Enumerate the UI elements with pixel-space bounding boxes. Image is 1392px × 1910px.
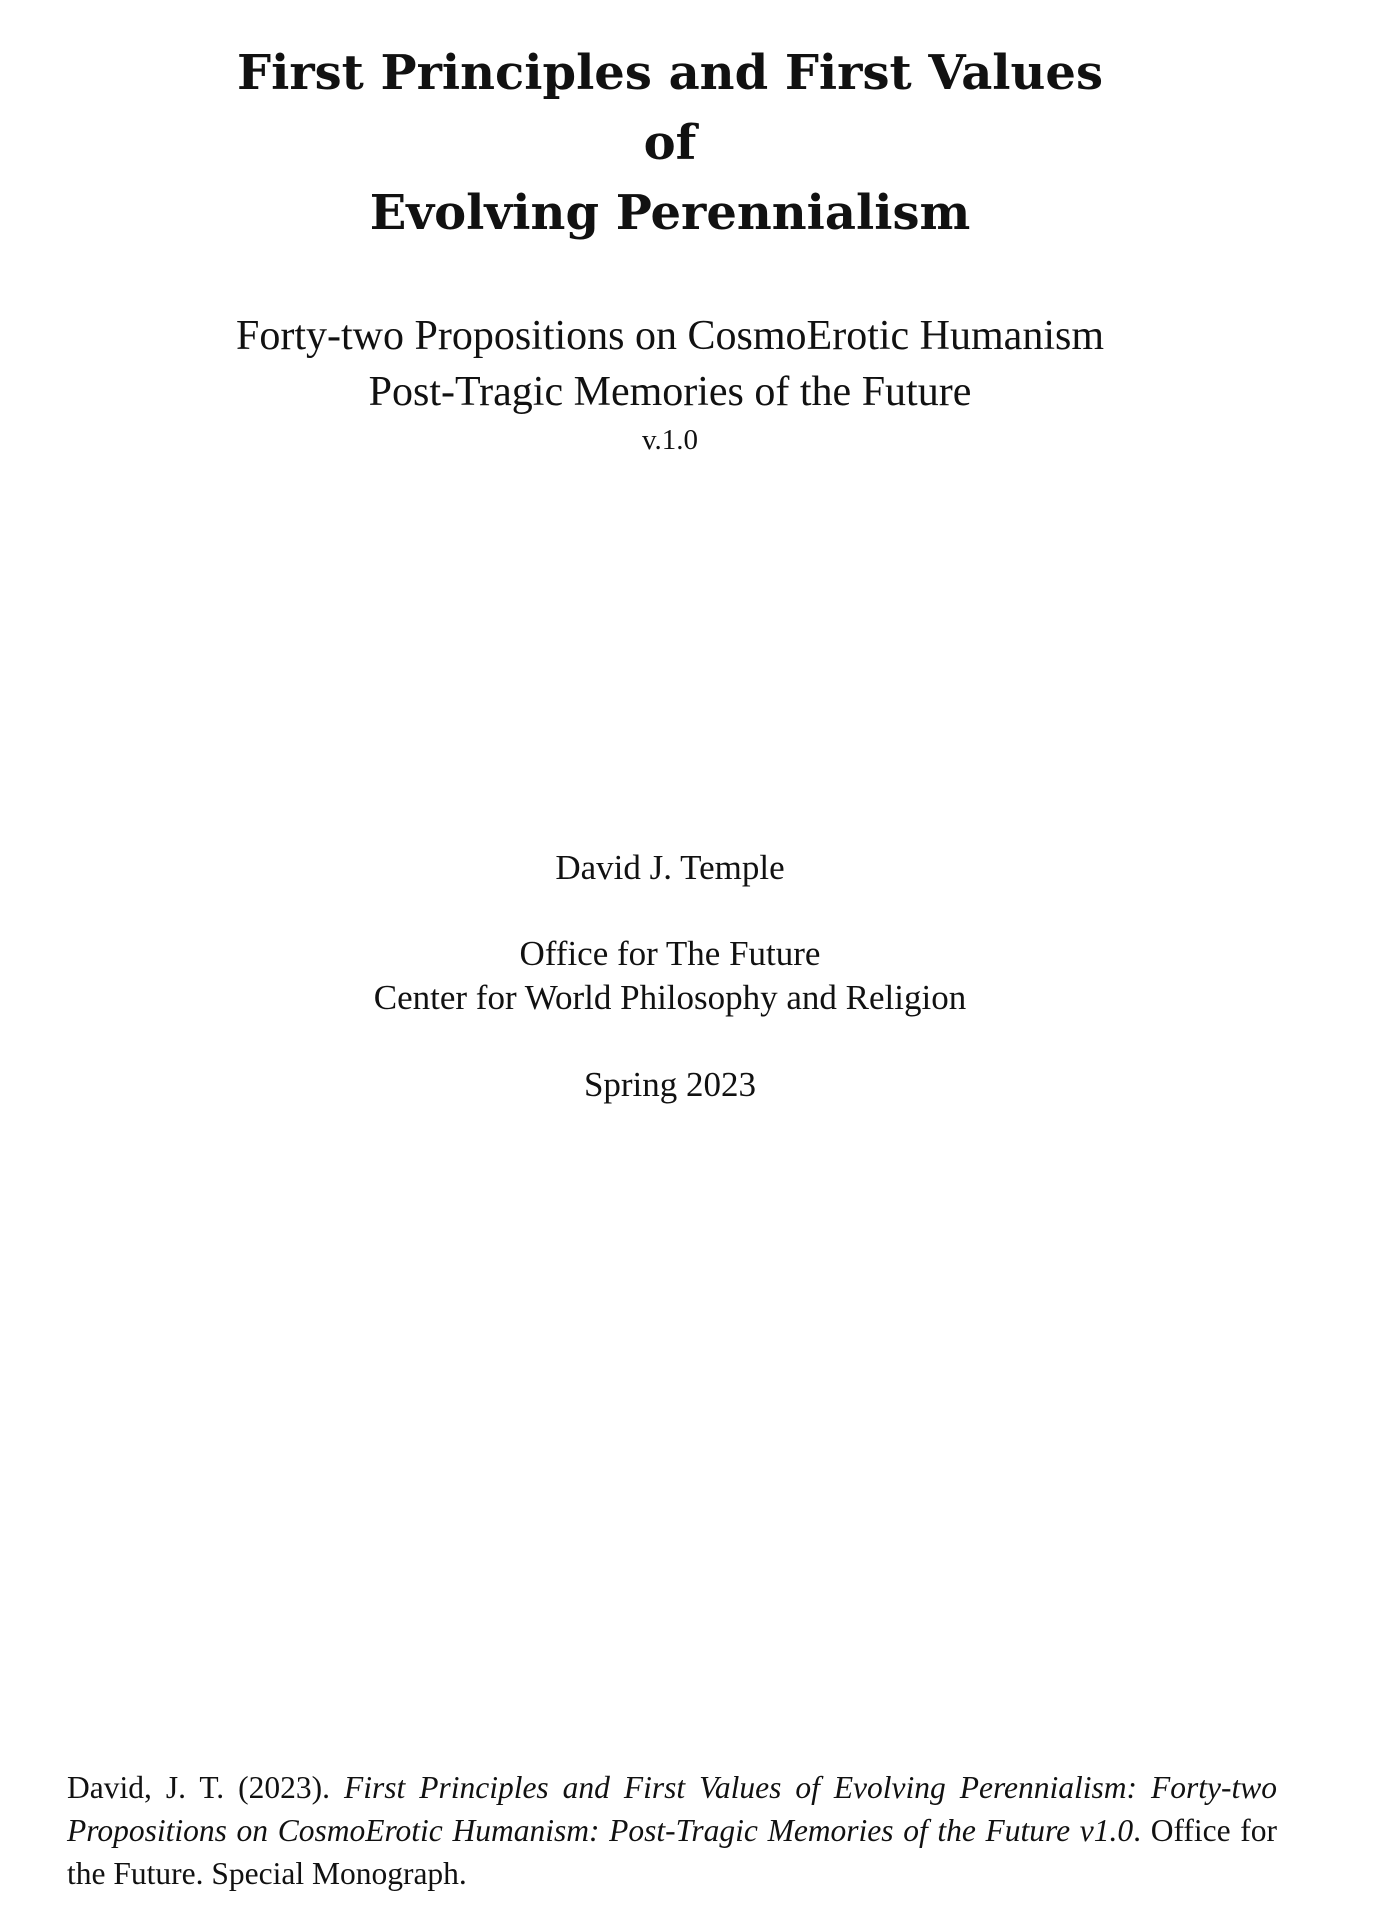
affiliation-line-2: Center for World Philosophy and Religion bbox=[373, 978, 967, 1017]
citation-suffix: . Office for the Future. Special Monograph. bbox=[67, 1813, 1277, 1891]
subtitle-line-2: Post-Tragic Memories of the Future bbox=[368, 369, 972, 415]
citation-title: First Principles and First Values of Evolving Perennialism: Forty-two Propositions on CosmoErotic Humanism: Post-Tragic Memories of the Future v1.0 bbox=[67, 1770, 1278, 1848]
version-label: v.1.0 bbox=[641, 424, 699, 456]
affiliation-line-1: Office for The Future bbox=[519, 934, 821, 973]
title-line-3: Evolving Perennialism bbox=[369, 185, 971, 241]
publication-date: Spring 2023 bbox=[583, 1065, 757, 1104]
title-line-2: of bbox=[643, 115, 697, 171]
subtitle-line-1: Forty-two Propositions on CosmoErotic Humanism bbox=[235, 313, 1104, 359]
title-line-1: First Principles and First Values bbox=[237, 45, 1103, 101]
citation-block bbox=[67, 1766, 1277, 1895]
citation-prefix: David, J. T. (2023). bbox=[67, 1770, 344, 1805]
author-name: David J. Temple bbox=[555, 848, 785, 887]
